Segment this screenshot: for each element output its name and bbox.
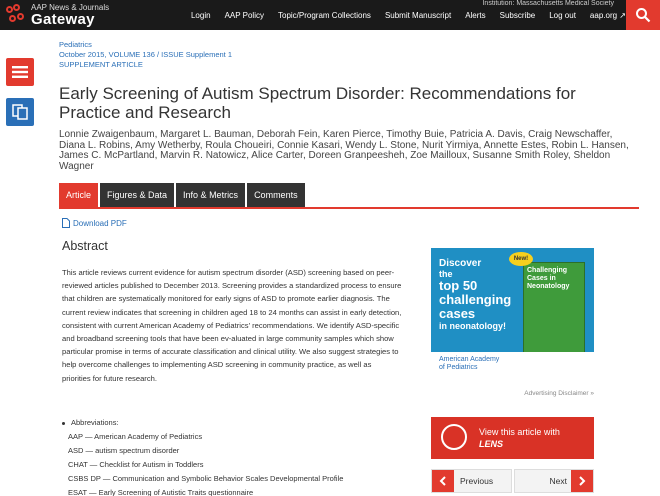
ad-org-line1: American Academy bbox=[439, 356, 500, 363]
nav-alerts[interactable]: Alerts bbox=[465, 10, 486, 20]
article-type: SUPPLEMENT ARTICLE bbox=[59, 60, 143, 69]
previous-label: Previous bbox=[460, 476, 494, 486]
download-pdf-label: Download PDF bbox=[73, 218, 127, 228]
nav-login[interactable]: Login bbox=[190, 10, 211, 20]
article-meta bbox=[59, 40, 232, 70]
abbreviation-item: CHAT — Checklist for Autism in Toddlers bbox=[68, 460, 204, 469]
abstract-heading: Abstract bbox=[62, 239, 108, 253]
ad-new-badge: New! bbox=[509, 252, 533, 266]
ad-line-challenging: challenging bbox=[439, 292, 512, 307]
download-pdf-link[interactable] bbox=[62, 218, 127, 228]
institution-label: Institution: Massachusetts Medical Society bbox=[482, 0, 614, 7]
lens-icon bbox=[441, 424, 467, 450]
journal-link[interactable]: Pediatrics bbox=[59, 40, 92, 49]
top-bar bbox=[0, 0, 660, 30]
nav-aap-policy[interactable]: AAP Policy bbox=[224, 10, 264, 20]
aap-logo-icon bbox=[6, 4, 26, 26]
abbreviations-list bbox=[62, 416, 343, 496]
chevron-right-icon bbox=[571, 470, 593, 492]
lens-label: View this article with bbox=[479, 427, 560, 437]
nav-aap-org[interactable] bbox=[590, 11, 626, 20]
ad-book-title: Challenging Cases in Neonatology bbox=[527, 267, 570, 290]
ad-line-cases: cases bbox=[439, 306, 476, 321]
abbreviation-item: CSBS DP — Communication and Symbolic Behavior Scales Developmental Profile bbox=[68, 474, 344, 483]
issue-link[interactable]: October 2015, VOLUME 136 / ISSUE Supplement 1 bbox=[59, 50, 233, 59]
advertising-disclaimer-link[interactable]: Advertising Disclaimer » bbox=[524, 390, 594, 397]
tab-figures-data[interactable]: Figures & Data bbox=[100, 183, 174, 207]
search-button[interactable] bbox=[626, 0, 660, 30]
next-article-button[interactable] bbox=[514, 469, 594, 493]
nav-submit-manuscript[interactable]: Submit Manuscript bbox=[384, 10, 452, 20]
ad-discover: Discover bbox=[439, 258, 482, 269]
menu-button[interactable] bbox=[6, 58, 34, 86]
tab-comments[interactable]: Comments bbox=[247, 183, 305, 207]
previous-article-button[interactable] bbox=[431, 469, 512, 493]
lens-brand: LENS bbox=[479, 439, 504, 449]
pages-icon bbox=[12, 104, 28, 120]
author-list: Lonnie Zwaigenbaum, Margaret L. Bauman, Deborah Fein, Karen Pierce, Timothy Buie, Patricia A. Davis, Craig Newschaffer, Diana L. Robins, Amy Wetherby, Roula Choueiri, Connie Kasari, Wendy L. Stone, Nurit Yirmiya, Annette Estes, Robin L. Hansen, James C. McPartland, Marvin R. Natowicz, Alice Carter, Doreen Granpeesheh, Zoe Mailloux, Susanne Smith Roley, Sheldon Wagner bbox=[59, 129, 629, 172]
nav-subscribe[interactable]: Subscribe bbox=[499, 10, 536, 20]
tab-info-metrics[interactable]: Info & Metrics bbox=[176, 183, 245, 207]
abstract-text: This article reviews current evidence for autism spectrum disorder (ASD) screening based on peer-reviewed articles published to December 2013. Screening provides a standardized process to ensure that children are systematically monitored for early signs of ASD to promote earlier diagnosis. The current review indicates that screening in children aged 18 to 24 months can assist in early detection, consistent with current American Academy of Pediatrics’ recommendations. We identify ASD-specific and broadband screening tools that have been ev-aluated in large community samples which show particular promise in terms of accurate classification and clinical utility. We also suggest strategies to help overcome challenges to implementing ASD screening in community practice, as well as priorities for future research. bbox=[62, 268, 402, 383]
lens-button[interactable] bbox=[431, 417, 594, 459]
external-link-icon: ↗ bbox=[619, 10, 626, 20]
nav-aap-org-label: aap.org bbox=[589, 10, 618, 20]
gateway-logo[interactable] bbox=[6, 0, 109, 30]
nav-topic-collections[interactable]: Topic/Program Collections bbox=[278, 10, 371, 20]
next-label: Next bbox=[549, 476, 567, 486]
tab-underline bbox=[59, 207, 639, 209]
document-icon bbox=[62, 218, 70, 228]
ad-line-the: the bbox=[439, 269, 453, 279]
related-content-button[interactable] bbox=[6, 98, 34, 126]
nav-log-out[interactable]: Log out bbox=[549, 10, 576, 20]
ad-line-top50: top 50 bbox=[439, 278, 478, 293]
ad-org-line2: of Pediatrics bbox=[439, 364, 478, 371]
logo-subtitle: AAP News & Journals bbox=[31, 2, 110, 12]
logo-title: Gateway bbox=[31, 10, 95, 28]
abbreviation-item: AAP — American Academy of Pediatrics bbox=[68, 432, 203, 441]
search-icon bbox=[635, 7, 651, 23]
ad-organization bbox=[439, 356, 499, 372]
abbreviation-item: ESAT — Early Screening of Autistic Traits questionnaire bbox=[68, 488, 254, 496]
chevron-left-icon bbox=[432, 470, 454, 492]
article-tabs bbox=[59, 183, 307, 207]
hamburger-icon bbox=[12, 66, 28, 78]
tab-article[interactable]: Article bbox=[59, 183, 98, 207]
abbreviations-heading: Abbreviations: bbox=[71, 418, 119, 427]
ad-book-cover bbox=[523, 262, 585, 354]
bullet-icon bbox=[62, 422, 65, 425]
abbreviation-item: ASD — autism spectrum disorder bbox=[68, 446, 180, 455]
article-title: Early Screening of Autism Spectrum Disorder: Recommendations for Practice and Research bbox=[59, 84, 576, 122]
ad-line-neonatology: in neonatology! bbox=[439, 321, 506, 331]
top-navigation bbox=[190, 0, 626, 30]
advertisement[interactable] bbox=[431, 248, 594, 384]
